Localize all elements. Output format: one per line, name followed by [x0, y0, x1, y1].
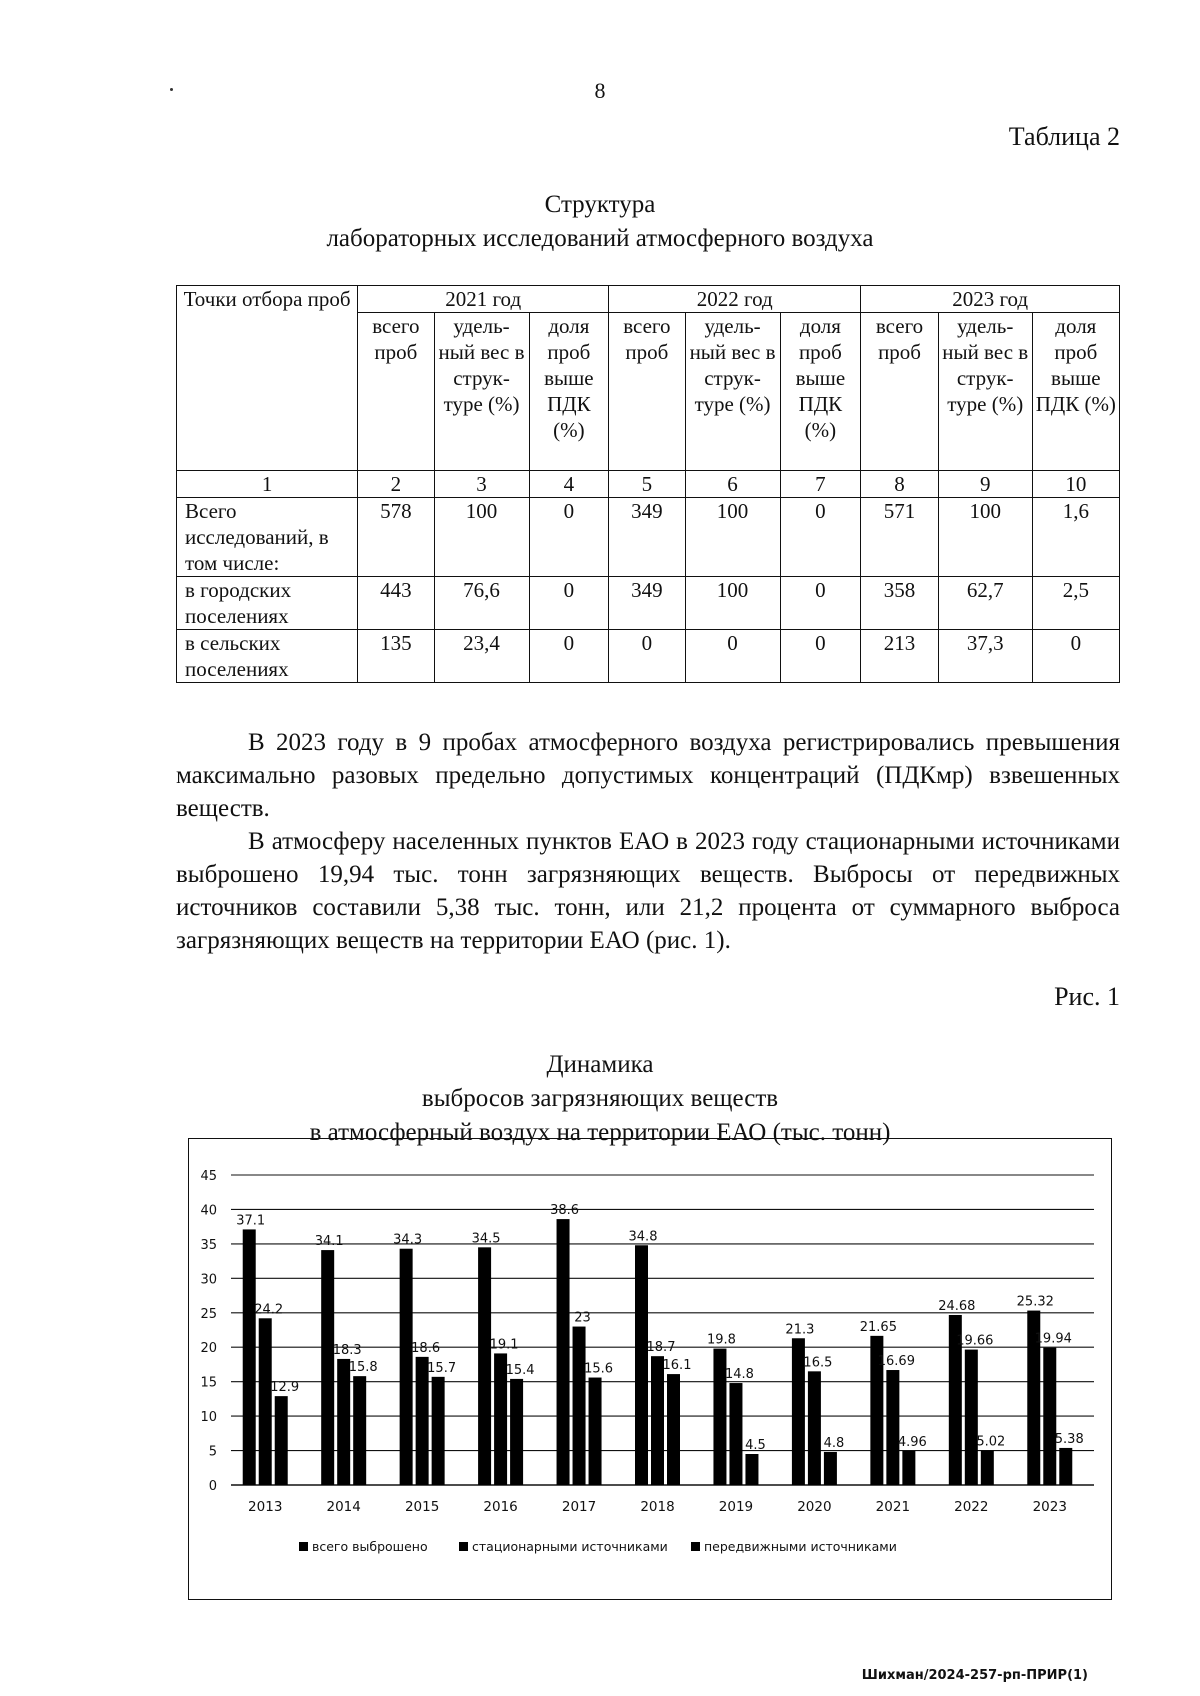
bar — [667, 1374, 680, 1485]
data-label: 15.7 — [427, 1360, 457, 1376]
data-label: 19.94 — [1034, 1331, 1072, 1347]
table-cell: 37,3 — [938, 630, 1032, 683]
bar — [745, 1454, 758, 1485]
data-label: 21.65 — [859, 1319, 897, 1335]
col-number: 4 — [529, 471, 609, 498]
table-cell: 100 — [685, 498, 780, 577]
x-tick-label: 2020 — [797, 1499, 832, 1515]
paragraph-1: В 2023 году в 9 пробах атмосферного воздуха регистрировались превышения максимально разовых предельно допустимых концентраций (ПДКмр) взвешенных веществ. — [176, 729, 1120, 822]
data-label: 16.5 — [803, 1355, 833, 1371]
bar — [981, 1450, 994, 1485]
col-number: 3 — [434, 471, 529, 498]
legend-label: стационарными источниками — [472, 1539, 668, 1554]
table-cell: 135 — [358, 630, 434, 683]
col-number: 7 — [780, 471, 861, 498]
data-label: 24.2 — [254, 1302, 284, 1318]
data-label: 4.5 — [745, 1438, 766, 1453]
table-cell: 213 — [861, 630, 938, 683]
bar — [824, 1452, 837, 1485]
bar — [353, 1376, 366, 1485]
data-label: 16.1 — [662, 1358, 692, 1374]
bar — [808, 1371, 821, 1485]
table-cell: 0 — [780, 630, 861, 683]
chart-title-line2: выбросов загрязняющих веществ — [421, 1085, 779, 1112]
col-number: 8 — [861, 471, 938, 498]
y-tick-label: 40 — [200, 1203, 217, 1219]
data-label: 18.7 — [646, 1340, 676, 1356]
data-label: 5.02 — [976, 1434, 1006, 1450]
bar — [902, 1451, 915, 1485]
bar — [400, 1249, 413, 1485]
data-label: 21.3 — [785, 1322, 815, 1338]
data-label: 34.1 — [314, 1234, 344, 1250]
x-tick-label: 2017 — [561, 1499, 597, 1515]
bar — [651, 1356, 664, 1485]
subheader-share: удель-ный вес в струк-туре (%) — [685, 313, 780, 471]
table-cell: 23,4 — [434, 630, 529, 683]
table-cell: 578 — [358, 498, 434, 577]
table-label: Таблица 2 — [1008, 122, 1120, 151]
table-cell: 100 — [685, 577, 780, 630]
x-tick-label: 2021 — [875, 1499, 911, 1515]
chart-frame — [188, 1138, 1112, 1600]
chart-title-line1: Динамика — [546, 1051, 654, 1078]
data-label: 16.69 — [877, 1354, 915, 1370]
y-tick-label: 45 — [200, 1169, 217, 1184]
col-number: 9 — [938, 471, 1032, 498]
data-label: 19.8 — [706, 1332, 736, 1348]
year-header-2023: 2023 год — [861, 286, 1120, 313]
table-cell: 571 — [861, 498, 938, 577]
y-tick-label: 30 — [200, 1272, 217, 1288]
legend-swatch — [299, 1542, 308, 1551]
data-label: 25.32 — [1016, 1294, 1054, 1310]
x-tick-label: 2015 — [404, 1499, 440, 1515]
table-cell: 0 — [780, 577, 861, 630]
bar — [432, 1377, 445, 1485]
paragraph-2: В атмосферу населенных пунктов ЕАО в 2023 году стационарными источниками выброшено 19,94 тыс. тонн загрязняющих веществ. Выбросы от передвижных источников составили 5,38 тыс. тонн, или 21,2 процента от суммарного выброса загрязняющих веществ на территории ЕАО (рис. 1). — [176, 828, 1120, 954]
subheader-share: удель-ный вес в струк-туре (%) — [938, 313, 1032, 471]
table-title — [0, 188, 1200, 256]
data-label: 15.6 — [584, 1361, 614, 1377]
chart-title-line3: в атмосферный воздух на территории ЕАО (тыс. тонн) — [309, 1119, 891, 1146]
y-tick-label: 15 — [200, 1375, 217, 1391]
footer-code: Шихман/2024-257-рп-ПРИР(1) — [861, 1668, 1088, 1683]
table-cell: 349 — [609, 498, 685, 577]
bar — [1059, 1448, 1072, 1485]
bar — [275, 1396, 288, 1485]
data-label: 38.6 — [550, 1203, 580, 1219]
y-tick-label: 20 — [200, 1341, 217, 1357]
x-tick-label: 2022 — [954, 1499, 989, 1515]
table-cell: 100 — [938, 498, 1032, 577]
data-label: 4.96 — [897, 1434, 927, 1450]
subheader-exceed: доля проб выше ПДК (%) — [780, 313, 861, 471]
bar — [729, 1383, 742, 1485]
year-header-2021: 2021 год — [358, 286, 609, 313]
y-tick-label: 35 — [200, 1237, 217, 1253]
y-tick-label: 5 — [208, 1444, 217, 1460]
bar — [337, 1359, 350, 1485]
bar — [635, 1245, 648, 1485]
x-tick-label: 2019 — [718, 1499, 754, 1515]
chart-title — [0, 1048, 1200, 1150]
bar — [557, 1219, 570, 1485]
x-tick-label: 2016 — [483, 1499, 518, 1515]
data-label: 15.4 — [505, 1362, 535, 1378]
table-title-line2: лабораторных исследований атмосферного воздуха — [326, 225, 874, 252]
data-label: 4.8 — [823, 1435, 845, 1451]
table-row — [177, 498, 1120, 577]
table-row — [177, 577, 1120, 630]
subheader-total: всего проб — [358, 313, 434, 471]
x-tick-label: 2023 — [1032, 1499, 1067, 1515]
table-cell: 62,7 — [938, 577, 1032, 630]
table-cell: 0 — [780, 498, 861, 577]
year-header-2022: 2022 год — [609, 286, 861, 313]
row-label: в городских поселениях — [177, 577, 358, 630]
column-number-row — [177, 471, 1120, 498]
data-label: 34.8 — [628, 1229, 658, 1245]
bar — [1043, 1348, 1056, 1485]
bar — [321, 1250, 334, 1485]
col-number: 2 — [358, 471, 434, 498]
row-label: Всего исследований, в том числе: — [177, 498, 358, 577]
bar — [478, 1247, 491, 1485]
legend-swatch — [691, 1542, 700, 1551]
table-cell: 443 — [358, 577, 434, 630]
table-row — [177, 630, 1120, 683]
bar — [965, 1350, 978, 1485]
data-label: 5.38 — [1054, 1431, 1084, 1447]
col-number: 1 — [177, 471, 358, 498]
table-cell: 0 — [529, 577, 609, 630]
emissions-bar-chart — [189, 1139, 1111, 1599]
table-cell: 0 — [1032, 630, 1119, 683]
row-label: в сельских поселениях — [177, 630, 358, 683]
table-cell: 2,5 — [1032, 577, 1119, 630]
y-tick-label: 0 — [208, 1479, 217, 1494]
y-tick-label: 10 — [200, 1410, 217, 1426]
page-number: 8 — [594, 78, 606, 103]
col-number: 6 — [685, 471, 780, 498]
table-title-line1: Структура — [544, 191, 656, 218]
bar — [416, 1357, 429, 1485]
bar — [243, 1229, 256, 1485]
subheader-exceed: доля проб выше ПДК (%) — [1032, 313, 1119, 471]
legend-swatch — [459, 1542, 468, 1551]
data-label: 34.5 — [471, 1231, 501, 1247]
data-label: 19.1 — [489, 1337, 519, 1353]
table-cell: 0 — [529, 498, 609, 577]
bar — [259, 1318, 272, 1485]
col-number: 10 — [1032, 471, 1119, 498]
data-label: 18.6 — [411, 1340, 441, 1356]
data-label: 23 — [574, 1310, 591, 1326]
table-cell: 0 — [529, 630, 609, 683]
x-tick-label: 2014 — [326, 1499, 361, 1515]
table-cell: 100 — [434, 498, 529, 577]
data-label: 18.3 — [332, 1342, 362, 1358]
table-cell: 1,6 — [1032, 498, 1119, 577]
subheader-share: удель-ный вес в струк-туре (%) — [434, 313, 529, 471]
legend-label: передвижными источниками — [704, 1539, 897, 1554]
data-label: 19.66 — [956, 1333, 994, 1349]
bar — [589, 1378, 602, 1485]
table-cell: 0 — [609, 630, 685, 683]
bar — [573, 1327, 586, 1485]
table-cell: 76,6 — [434, 577, 529, 630]
data-label: 14.8 — [724, 1367, 754, 1383]
data-label: 12.9 — [270, 1380, 300, 1396]
subheader-exceed: доля проб выше ПДК (%) — [529, 313, 609, 471]
lab-research-table — [176, 285, 1120, 683]
x-tick-label: 2018 — [640, 1499, 675, 1515]
figure-label: Рис. 1 — [1054, 982, 1120, 1011]
col-number: 5 — [609, 471, 685, 498]
data-label: 15.8 — [348, 1360, 378, 1376]
data-label: 37.1 — [236, 1213, 266, 1229]
table-cell: 358 — [861, 577, 938, 630]
col-header-points: Точки отбора проб — [177, 286, 358, 471]
table-cell: 349 — [609, 577, 685, 630]
table-cell: 0 — [685, 630, 780, 683]
subheader-total: всего проб — [861, 313, 938, 471]
legend-label: всего выброшено — [312, 1539, 428, 1554]
bar — [510, 1379, 523, 1485]
subheader-total: всего проб — [609, 313, 685, 471]
y-tick-label: 25 — [200, 1306, 217, 1322]
body-text — [176, 726, 1120, 957]
bar — [886, 1370, 899, 1485]
data-label: 34.3 — [393, 1232, 423, 1248]
x-tick-label: 2013 — [248, 1499, 283, 1515]
data-label: 24.68 — [938, 1298, 976, 1314]
